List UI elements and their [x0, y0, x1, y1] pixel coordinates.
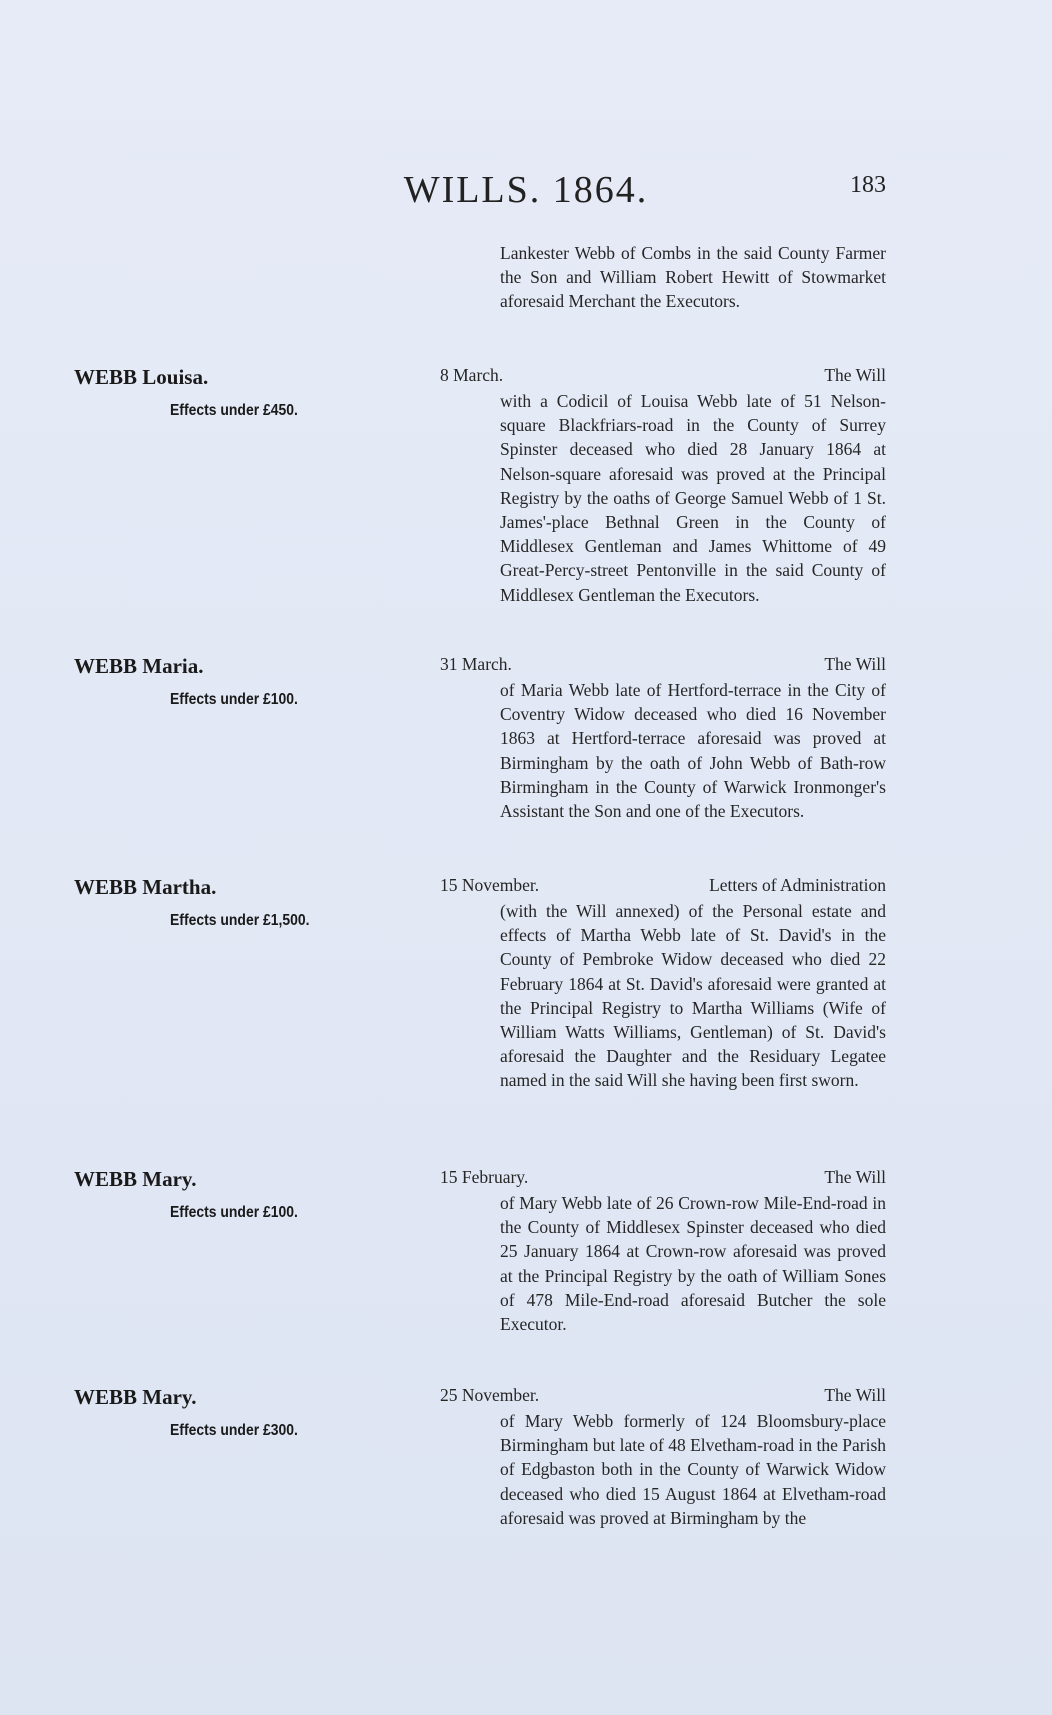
entry-effects: Effects under £1,500. — [170, 912, 310, 929]
entry-name: WEBB Mary. — [74, 1167, 197, 1191]
entry-effects: Effects under £100. — [170, 1204, 298, 1221]
entry-effects: Effects under £100. — [170, 691, 298, 708]
entry-date: 31 March. — [440, 654, 512, 674]
entry-date: 8 March. — [440, 365, 504, 385]
entry-opening: The Will — [824, 1385, 886, 1405]
entry-date: 25 November. — [440, 1385, 540, 1405]
entry-body: (with the Will annexed) of the Personal estate and effects of Martha Webb late of St. David's in the County of Pembroke Widow deceased who died 22 February 1864 at St. David's aforesaid were granted at the Principal Registry to Martha Williams (Wife of William Watts Williams, Gentleman) of St. David's aforesaid the Daughter and the Residuary Legatee named in the said Will she having been first sworn. — [500, 901, 886, 1091]
entry-body: of Mary Webb formerly of 124 Bloomsbury-place Birmingham but late of 48 Elvetham-road in the Parish of Edgbaston both in the County of Warwick Widow deceased who died 15 August 1864 at Elvetham-road aforesaid was proved at Birmingham by the — [500, 1411, 886, 1528]
entry-opening: Letters of Administration — [709, 875, 886, 895]
entry-name: WEBB Martha. — [74, 875, 217, 899]
entry-name: WEBB Mary. — [74, 1385, 197, 1409]
page-number: 183 — [850, 172, 886, 198]
continued-entry-text: Lankester Webb of Combs in the said County Farmer the Son and William Robert Hewitt of Stowmarket aforesaid Merchant the Executors. — [500, 243, 886, 312]
page-title: WILLS. 1864. — [403, 169, 649, 211]
entry-opening: The Will — [824, 1167, 886, 1187]
entry-date: 15 February. — [440, 1167, 529, 1187]
entry-body: of Maria Webb late of Hertford-terrace in the City of Coventry Widow deceased who died 16 November 1863 at Hertford-terrace aforesaid was proved at Birmingham by the oath of John Webb of Bath-row Birmingham in the County of Warwick Ironmonger's Assistant the Son and one of the Executors. — [500, 680, 886, 822]
entry-opening: The Will — [824, 654, 886, 674]
entry-effects: Effects under £450. — [170, 402, 298, 419]
entry-body: with a Codicil of Louisa Webb late of 51 Nelson-square Blackfriars-road in the County of Surrey Spinster deceased who died 28 January 1864 at Nelson-square aforesaid was proved at the Principal Registry by the oaths of George Samuel Webb of 1 St. James'-place Bethnal Green in the County of Middlesex Gentleman and James Whittome of 49 Great-Percy-street Pentonville in the said County of Middlesex Gentleman the Executors. — [500, 391, 886, 605]
entry-date: 15 November. — [440, 875, 540, 895]
entry-name: WEBB Louisa. — [74, 365, 209, 389]
entry-effects: Effects under £300. — [170, 1422, 298, 1439]
entry-body: of Mary Webb late of 26 Crown-row Mile-End-road in the County of Middlesex Spinster deceased who died 25 January 1864 at Crown-row aforesaid was proved at the Principal Registry by the oath of William Sones of 478 Mile-End-road aforesaid Butcher the sole Executor. — [500, 1193, 886, 1335]
entry-name: WEBB Maria. — [74, 654, 204, 678]
entry-opening: The Will — [824, 365, 886, 385]
